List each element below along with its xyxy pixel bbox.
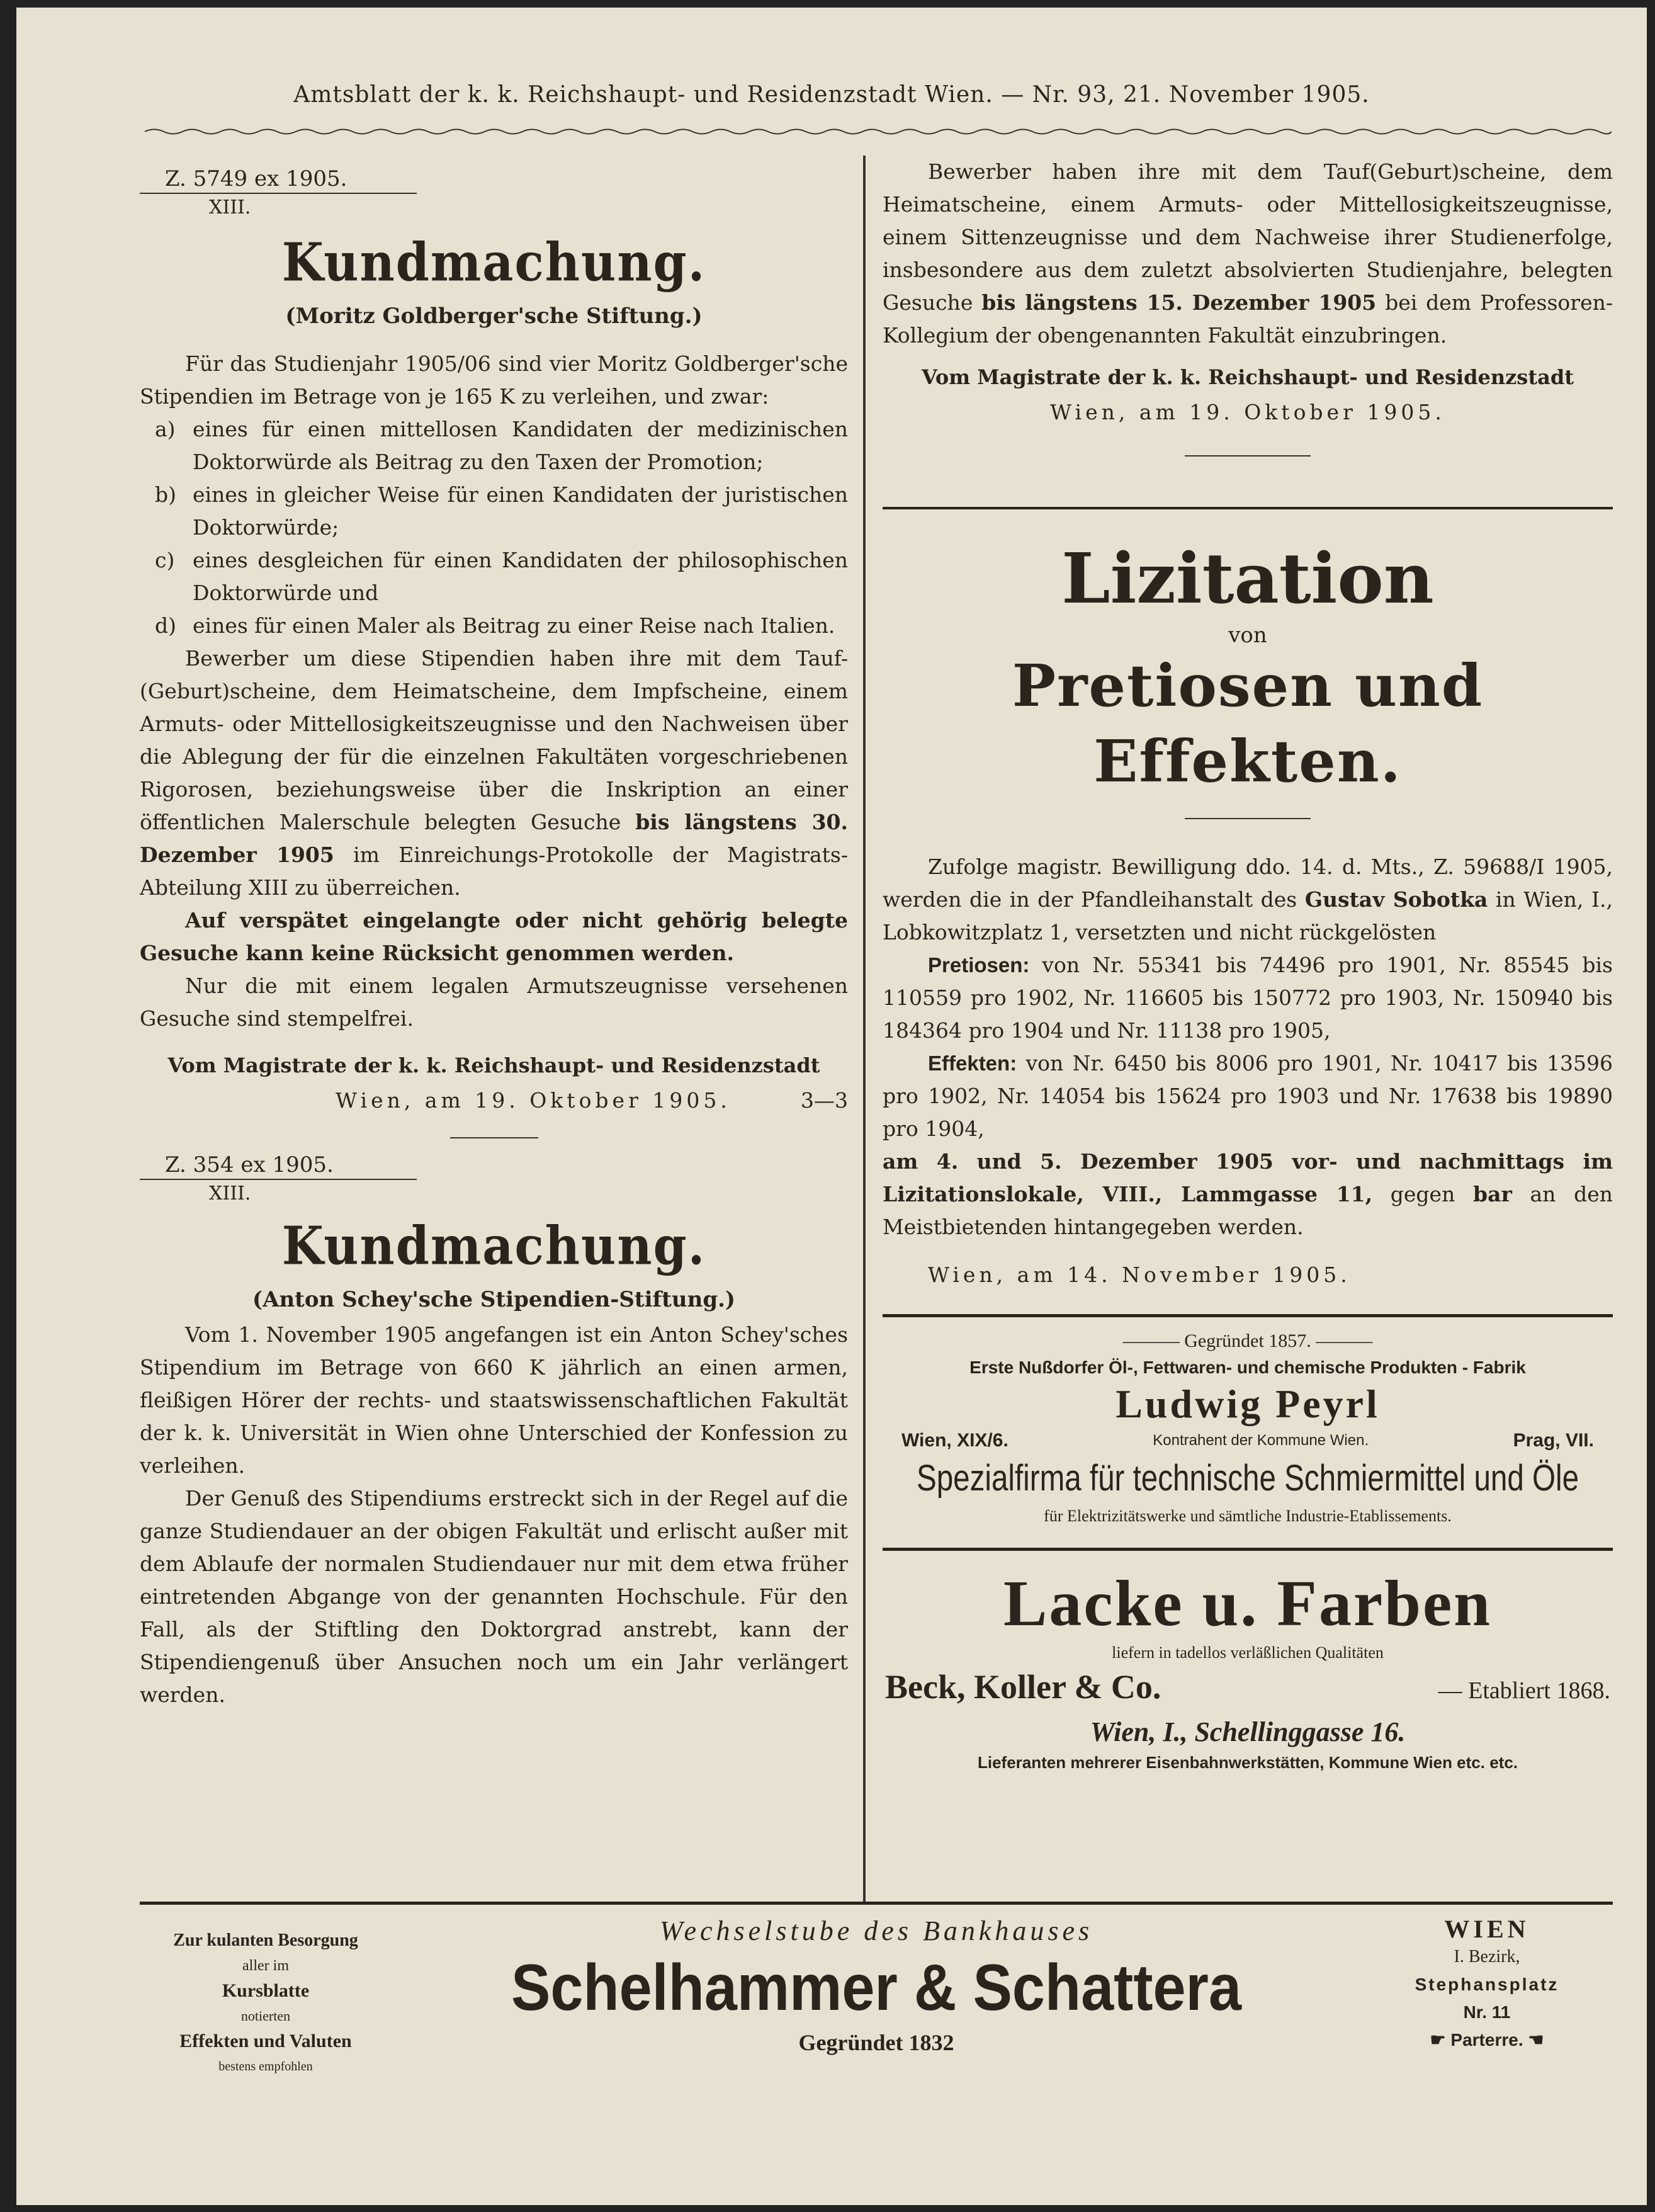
ad-founded: Gegründet 1832 [798, 2030, 954, 2055]
ad-footer: Lieferanten mehrerer Eisenbahnwerkstätten, Kommune Wien etc. etc. [977, 1753, 1518, 1772]
bank-name: Schelhammer & Schattera [511, 1951, 1242, 2024]
date-line [140, 1083, 848, 1118]
beck-advertisement [883, 1566, 1613, 1774]
list-label: b) [155, 482, 176, 507]
ad-specialty: Spezialfirma für technische Schmiermittel und Öle [916, 1458, 1579, 1499]
ad-company-row [883, 1664, 1613, 1713]
ad-address: Wien, I., Schellinggasse 16. [1090, 1716, 1406, 1747]
notice-date: Wien, am 19. Oktober 1905. [1050, 400, 1445, 424]
wavy-rule [145, 127, 1612, 136]
notice-paragraph: Der Genuß des Stipendiums erstreckt sich in der Regel auf die ganze Studiendauer an der obigen Fakultät und erlischt außer mit dem Ablaufe der normalen Studiendauer nur mit dem etwa früher eintretenden Abgange von der genannten Hochschule. Für den Fall, als der Stiftling den Doktorgrad anstrebt, kann der Stipendiengenuß über Ansuchen noch um ein Jahr verlängert werden. [140, 1486, 848, 1707]
thick-rule [883, 1548, 1613, 1551]
pointing-hand-icon: ☛ [1430, 2030, 1451, 2050]
separator [1185, 818, 1311, 819]
lizitation-date: Wien, am 14. November 1905. [928, 1262, 1351, 1287]
ad-line: Zur kulanten Besorgung [173, 1931, 358, 1950]
deadline-text: bis längstens 30. Dezember 1905 [140, 810, 848, 867]
reference-number: Z. 5749 ex 1905. [140, 165, 417, 194]
ad-line: I. Bezirk, [1454, 1947, 1520, 1966]
ad-locations [883, 1428, 1613, 1453]
ad-line: Kursblatte [222, 1980, 310, 2001]
paragraph-text: im Einreichungs-Protokolle der Magistrats-Abteilung XIII zu überreichen. [140, 842, 848, 900]
paragraph-text: gegen [1372, 1182, 1473, 1206]
signer-line: Vom Magistrate der k. k. Reichshaupt- und Residenzstadt [922, 365, 1574, 389]
notice-continuation [883, 156, 1613, 352]
list-text: eines desgleichen für einen Kandidaten der philosophischen Doktorwürde und [193, 548, 848, 605]
list-label: c) [155, 548, 175, 572]
list-text: eines für einen mittellosen Kandidaten der medizinischen Doktorwürde als Beitrag zu den Taxen der Promotion; [193, 417, 848, 474]
effekten-label: Effekten: [928, 1052, 1017, 1075]
signer-line: Vom Magistrate der k. k. Reichshaupt- und Residenzstadt [167, 1053, 820, 1077]
paragraph-text: von Nr. 6450 bis 8006 pro 1901, Nr. 10417 bis 13596 pro 1902, Nr. 14054 bis 15624 pro 1903 und Nr. 17638 bis 19890 pro 1904, [883, 1051, 1613, 1141]
list-text: eines in gleicher Weise für einen Kandidaten der juristischen Doktorwürde; [193, 482, 848, 540]
location-mid: Kontrahent der Kommune Wien. [1153, 1432, 1369, 1449]
list-item [140, 544, 848, 610]
ad-established: — Etabliert 1868. [1438, 1677, 1610, 1704]
list-item [140, 610, 848, 642]
lizitation-subtitle: Pretiosen und Effekten. [1012, 652, 1484, 795]
list-item [140, 479, 848, 544]
ad-line: für Elektrizitätswerke und sämtliche Industrie-Etablissements. [1044, 1507, 1452, 1525]
left-column [140, 165, 848, 1711]
notice-intro: Für das Studienjahr 1905/06 sind vier Moritz Goldberger'sche Stipendien im Betrage von je 165 K zu verleihen, und zwar: [140, 351, 848, 409]
right-column [883, 156, 1613, 1774]
reference-number: Z. 354 ex 1905. [140, 1151, 417, 1180]
column-divider [863, 156, 866, 1903]
paragraph-text: an den Meistbietenden hintangegeben werden. [883, 1182, 1613, 1239]
ad-line: liefern in tadellos verläßlichen Qualitäten [1112, 1643, 1384, 1662]
page-header: Amtsblatt der k. k. Reichshaupt- und Residenzstadt Wien. — Nr. 93, 21. November 1905. [293, 82, 1370, 108]
bank-ad-center [392, 1915, 1361, 2056]
department-number: XIII. [209, 196, 251, 218]
notice-title: Kundmachung. [281, 231, 706, 293]
pawnshop-name: Gustav Sobotka [1304, 887, 1488, 912]
department-number: XIII. [209, 1183, 251, 1205]
bank-advertisement [140, 1903, 1613, 2079]
paragraph-text: Bewerber haben ihre mit dem Tauf(Geburt)scheine, dem Heimatscheine, einem Armuts- oder Mittellosigkeitszeugnisse, einem Sittenzeugnisse und dem Nachweise ihrer Studienerfolge, insbesondere aus dem zuletzt absolvierten Studienjahre, belegten Gesuche [883, 159, 1613, 315]
separator [1185, 455, 1311, 457]
separator [450, 1137, 538, 1138]
peyrl-advertisement [883, 1327, 1613, 1529]
issue-fraction: 3—3 [801, 1088, 848, 1113]
ad-line: Effekten und Valuten [179, 2031, 352, 2051]
list-text: eines für einen Maler als Beitrag zu einer Reise nach Italien. [193, 613, 835, 638]
paragraph-text: von Nr. 55341 bis 74496 pro 1901, Nr. 85545 bis 110559 pro 1902, Nr. 116605 bis 150772 pro 1903, Nr. 150940 bis 184364 pro 1904 und Nr. 11138 pro 1905, [883, 953, 1613, 1043]
list-label: d) [155, 613, 176, 638]
bank-ad-left [140, 1928, 392, 2079]
list-label: a) [155, 417, 176, 441]
notice-date: Wien, am 19. Oktober 1905. [336, 1088, 731, 1113]
ad-title: Lacke u. Farben [1003, 1567, 1492, 1640]
ad-company: Ludwig Peyrl [1116, 1381, 1380, 1426]
pretiosen-label: Pretiosen: [928, 953, 1030, 977]
bank-ad-right [1361, 1915, 1613, 2054]
auction-paragraph [883, 1145, 1613, 1244]
ad-line: bestens empfohlen [218, 2060, 313, 2073]
thick-rule [883, 1314, 1613, 1317]
pretiosen-paragraph [883, 949, 1613, 1047]
auction-date: am 4. und 5. Dezember 1905 vor- und nachmittags im Lizitationslokale, VIII., Lammgasse 11, [883, 1149, 1613, 1206]
ad-text: Parterre. [1450, 2030, 1523, 2050]
location-right: Prag, VII. [1513, 1430, 1594, 1451]
bar-text: bar [1473, 1182, 1512, 1206]
paragraph-text: in Wien, I., Lobkowitzplatz 1, versetzten und nicht rückgelösten [883, 887, 1613, 944]
ad-founded: ——— Gegründet 1857. ——— [1122, 1330, 1373, 1351]
notice-subtitle: (Anton Schey'sche Stipendien-Stiftung.) [252, 1287, 736, 1312]
pointing-hand-icon: ☚ [1523, 2030, 1544, 2050]
newspaper-page [16, 8, 1647, 2205]
paragraph-text: bei dem Professoren-Kollegium der obengenannten Fakultät einzubringen. [883, 290, 1613, 348]
notice-paragraph: Vom 1. November 1905 angefangen ist ein Anton Schey'sches Stipendium im Betrage von 660 K jährlich an einen armen, fleißigen Hörer der rechts- und staatswissenschaftlichen Fakultät der k. k. Universität in Wien ohne Unterschied der Konfession zu verleihen. [140, 1322, 848, 1478]
notice-warning: Auf verspätet eingelangte oder nicht gehörig belegte Gesuche kann keine Rücksicht genommen werden. [140, 908, 848, 965]
ad-line: Stephansplatz [1415, 1975, 1559, 1994]
notice-paragraph: Nur die mit einem legalen Armutszeugnisse versehenen Gesuche sind stempelfrei. [140, 973, 848, 1031]
lizitation-von: von [1228, 623, 1267, 648]
effekten-paragraph [883, 1047, 1613, 1145]
ad-line: aller im [242, 1958, 289, 1974]
lizitation-paragraph [883, 851, 1613, 949]
ad-line: Erste Nußdorfer Öl-, Fettwaren- und chemische Produkten - Fabrik [969, 1358, 1526, 1377]
notice-subtitle: (Moritz Goldberger'sche Stiftung.) [285, 303, 703, 329]
thick-rule [883, 507, 1613, 509]
ad-city: WIEN [1444, 1915, 1530, 1943]
ad-line: Wechselstube des Bankhauses [659, 1915, 1093, 1946]
deadline-text: bis längstens 15. Dezember 1905 [981, 290, 1377, 315]
location-left: Wien, XIX/6. [901, 1430, 1008, 1451]
ad-company: Beck, Koller & Co. [885, 1668, 1161, 1706]
notice-paragraph [140, 642, 848, 904]
ad-line: Nr. 11 [1463, 2002, 1511, 2022]
paragraph-text: Bewerber um diese Stipendien haben ihre mit dem Tauf-(Geburt)scheine, dem Heimatscheine, dem Impfscheine, einem Armuts- oder Mittellosigkeitszeugnisse und den Nachweisen über die Ablegung der für die einzelnen Fakultäten vorgeschriebenen Rigorosen, beziehungsweise über die Inskription an einer öffentlichen Malerschule belegten Gesuche [140, 646, 848, 834]
lizitation-title: Lizitation [1061, 538, 1434, 619]
paragraph-text: Zufolge magistr. Bewilligung ddo. 14. d. Mts., Z. 59688/I 1905, werden die in der Pfandleihanstalt des [883, 854, 1613, 912]
list-item [140, 413, 848, 479]
ad-line [1361, 2026, 1613, 2054]
ad-line: notierten [240, 2008, 291, 2024]
notice-title: Kundmachung. [281, 1215, 706, 1277]
